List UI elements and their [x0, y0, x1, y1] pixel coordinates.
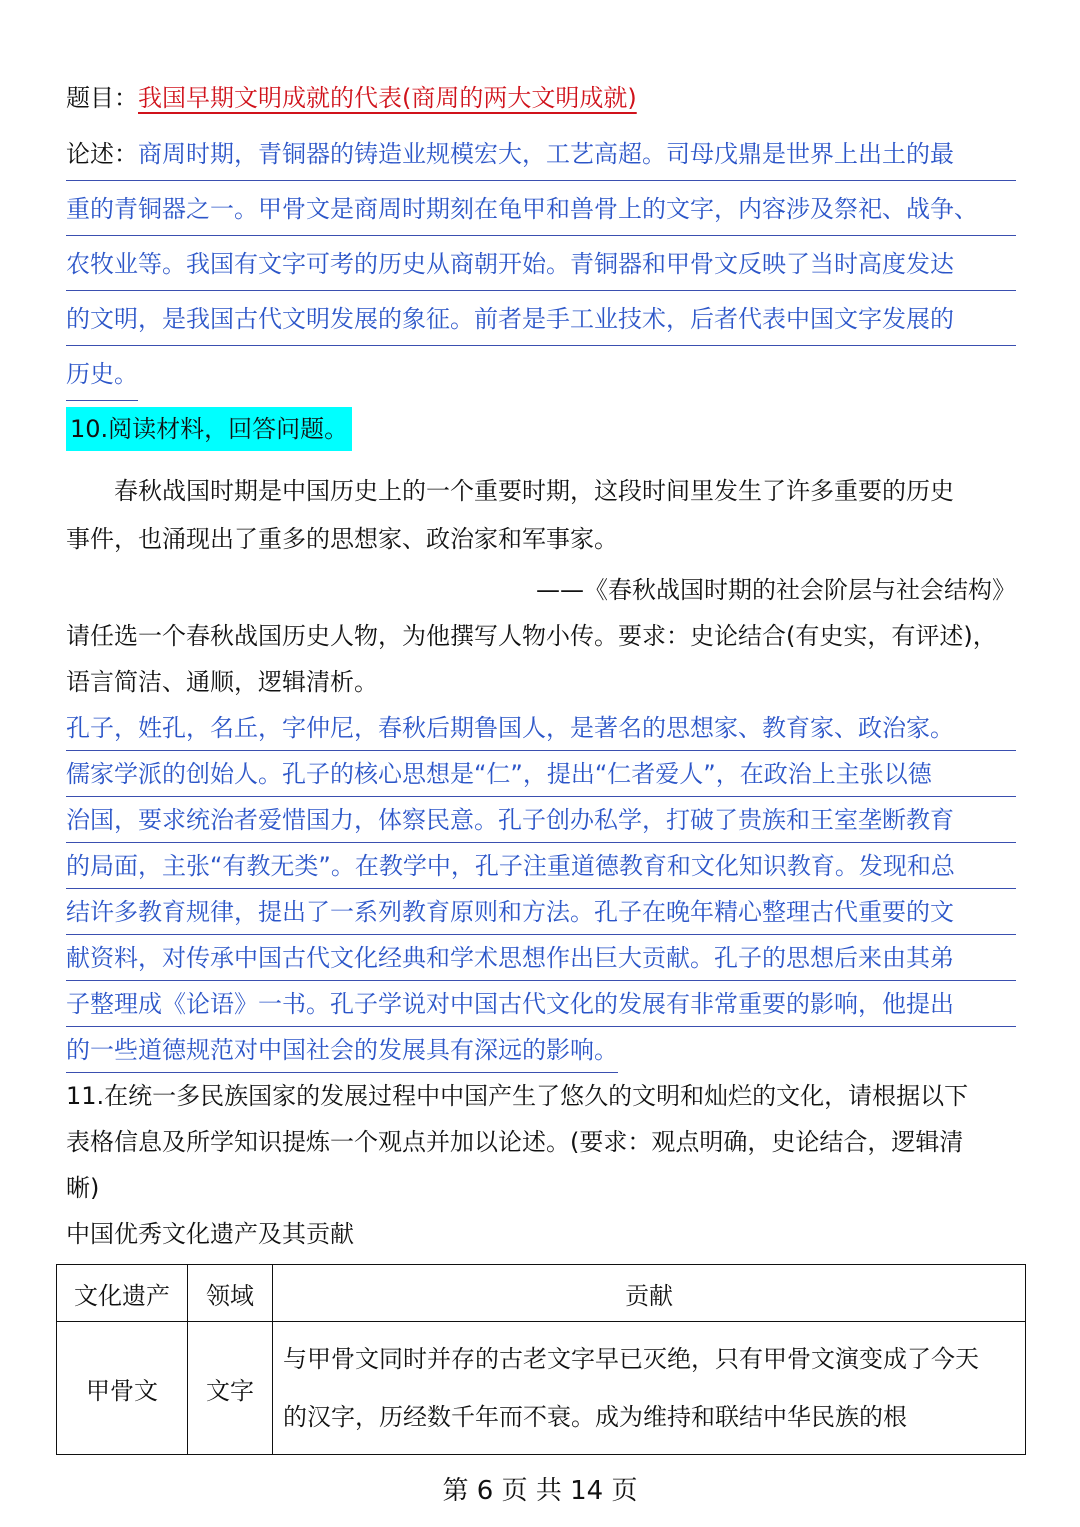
- answer-line: 的局面，主张“有教无类”。在教学中，孔子注重道德教育和文化知识教育。发现和总: [66, 843, 1016, 889]
- page-footer: 第 6 页 共 14 页: [442, 1476, 638, 1506]
- essay-line: 论述：商周时期，青铜器的铸造业规模宏大，工艺高超。司母戊鼎是世界上出土的最: [66, 126, 1016, 181]
- topic-text: 我国早期文明成就的代表(商周的两大文明成就): [138, 84, 637, 112]
- answer-line: 结许多教育规律，提出了一系列教育原则和方法。孔子在晚年精心整理古代重要的文: [66, 889, 1016, 935]
- q10-question-line: 请任选一个春秋战国历史人物，为他撰写人物小传。要求：史论结合(有史实，有评述)，: [66, 622, 997, 650]
- topic-line: [66, 70, 1016, 126]
- contribution-line: 与甲骨文同时并存的古老文字早已灭绝，只有甲骨文演变成了今天: [283, 1345, 979, 1373]
- q10-source: ——《春秋战国时期的社会阶层与社会结构》: [536, 576, 1016, 604]
- essay-block: [66, 126, 1016, 401]
- q10-material-line: 事件，也涌现出了重多的思想家、政治家和军事家。: [66, 525, 618, 553]
- heritage-table: [56, 1264, 1026, 1455]
- q10-question-line: 语言简洁、通顺，逻辑清析。: [66, 668, 378, 696]
- answer-line: 的一些道德规范对中国社会的发展具有深远的影响。: [66, 1027, 618, 1073]
- answer-line: 孔子，姓孔，名丘，字仲尼，春秋后期鲁国人，是著名的思想家、教育家、政治家。: [66, 705, 1016, 751]
- answer-line: 治国，要求统治者爱惜国力，体察民意。孔子创办私学，打破了贵族和王室垄断教育: [66, 797, 1016, 843]
- q10-title-row: [66, 401, 1016, 457]
- contribution-line: 的汉字，历经数千年而不衰。成为维持和联结中华民族的根: [283, 1403, 907, 1431]
- answer-line: 子整理成《论语》一书。孔子学说对中国古代文化的发展有非常重要的影响，他提出: [66, 981, 1016, 1027]
- table-header-row: [57, 1265, 1026, 1322]
- essay-line: 的文明，是我国古代文明发展的象征。前者是手工业技术，后者代表中国文字发展的: [66, 291, 1016, 346]
- topic-label: 题目：: [66, 84, 138, 112]
- essay-line: 重的青铜器之一。甲骨文是商周时期刻在龟甲和兽骨上的文字，内容涉及祭祀、战争、: [66, 181, 1016, 236]
- q10-answer-block: [66, 705, 1016, 1073]
- cell-heritage: 甲骨文: [57, 1322, 188, 1455]
- table-row: [57, 1322, 1026, 1455]
- header-field: 领域: [188, 1265, 273, 1322]
- q10-material-line: 春秋战国时期是中国历史上的一个重要时期，这段时间里发生了许多重要的历史: [114, 477, 954, 505]
- header-heritage: 文化遗产: [57, 1265, 188, 1322]
- answer-line: 献资料，对传承中国古代文化经典和学术思想作出巨大贡献。孔子的思想后来由其弟: [66, 935, 1016, 981]
- header-contribution: 贡献: [273, 1265, 1026, 1322]
- essay-label: 论述：: [66, 140, 138, 168]
- cell-field: 文字: [188, 1322, 273, 1455]
- q11-line: 晰): [66, 1174, 100, 1202]
- essay-line: 农牧业等。我国有文字可考的历史从商朝开始。青铜器和甲骨文反映了当时高度发达: [66, 236, 1016, 291]
- cell-contribution: [273, 1322, 1026, 1455]
- q11-line: 11.在统一多民族国家的发展过程中中国产生了悠久的文明和灿烂的文化，请根据以下: [66, 1082, 969, 1110]
- q10-title: 10.阅读材料，回答问题。: [66, 407, 352, 451]
- document-page: [66, 70, 1016, 1257]
- essay-line: 历史。: [66, 346, 138, 401]
- q11-line: 表格信息及所学知识提炼一个观点并加以论述。(要求：观点明确，史论结合，逻辑清: [66, 1128, 964, 1156]
- table-caption: 中国优秀文化遗产及其贡献: [66, 1220, 354, 1248]
- answer-line: 儒家学派的创始人。孔子的核心思想是“仁”，提出“仁者爱人”，在政治上主张以德: [66, 751, 1016, 797]
